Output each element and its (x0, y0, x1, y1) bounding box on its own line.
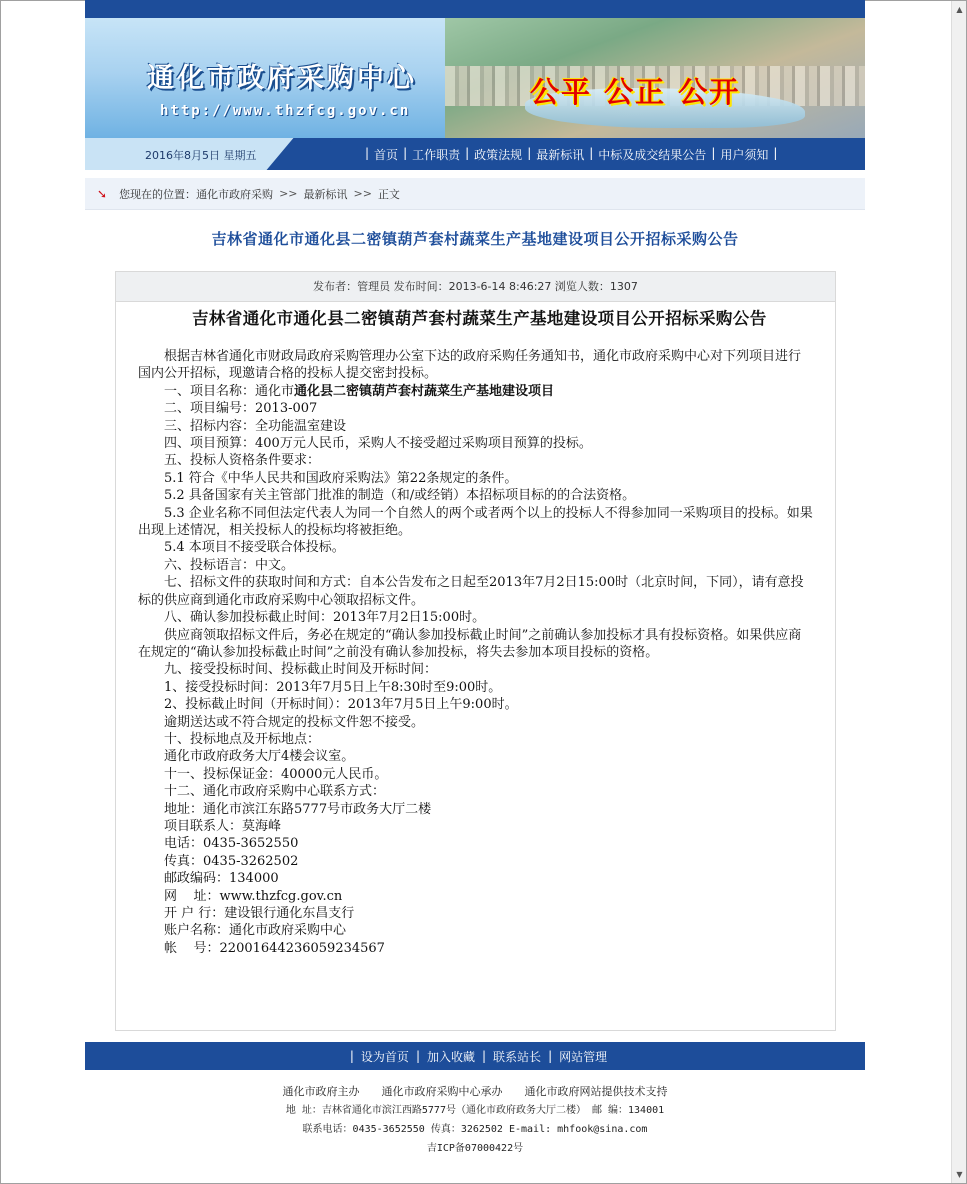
document-body (138, 348, 813, 957)
item-2: 二、项目编号：2013-007 (164, 401, 318, 417)
item-5-2: 5.2 具备国家有关主管部门批准的制造（和/或经销）本招标项目标的的合法资格。 (164, 488, 636, 504)
item-7: 七、招标文件的获取时间和方式：自本公告发布之日起至2013年7月2日15:00时（北京时间，下同），请有意投标的供应商到通化市政府采购中心领取招标文件。 (138, 575, 804, 608)
add-favorite-link[interactable]: 加入收藏 (426, 1049, 475, 1064)
intro-paragraph: 根据吉林省通化市财政局政府采购管理办公室下达的政府采购任务通知书，通化市政府采购中心对下列项目进行国内公开招标，现邀请合格的投标人提交密封投标。 (138, 349, 802, 382)
breadcrumb-latest[interactable]: 最新标讯 (303, 187, 348, 201)
contact-address: 地址：通化市滨江东路5777号市政务大厅二楼 (164, 801, 432, 817)
footer-address: 地 址：吉林省通化市滨江西路5777号（通化市政府政务大厅二楼） 邮 编：134001 (285, 1105, 665, 1116)
breadcrumb-current: 正文 (377, 187, 400, 201)
contact-fax: 传真：0435-3262502 (164, 853, 299, 869)
scroll-down-arrow-icon[interactable]: ▼ (956, 1170, 963, 1179)
contact-bank: 开 户 行：建设银行通化东昌支行 (164, 906, 355, 921)
site-url: http://www.thzfcg.gov.cn (160, 103, 411, 119)
item-11: 十一、投标保证金：40000元人民币。 (164, 766, 388, 782)
item-3: 三、招标内容：全功能温室建设 (164, 418, 347, 434)
document-title: 吉林省通化市通化县二密镇葫芦套村蔬菜生产基地建设项目公开招标采购公告 (192, 309, 767, 328)
breadcrumb-prefix: 您现在的位置： (119, 187, 197, 201)
contact-website: 网 址：www.thzfcg.gov.cn (164, 888, 343, 904)
nav-results[interactable]: 中标及成交结果公告 (598, 148, 707, 162)
footer-contact: 联系电话：0435-3652550 传真：3262502 E-mail: mhfook@sina.com (302, 1124, 648, 1135)
contact-person: 项目联系人：莫海峰 (164, 818, 282, 834)
vertical-scrollbar[interactable] (951, 1, 966, 1183)
item-5: 五、投标人资格条件要求： (164, 453, 321, 469)
top-strip (85, 0, 865, 18)
item-9-2: 2、投标截止时间（开标时间）：2013年7月5日上午9:00时。 (164, 697, 518, 713)
nav-home[interactable]: 首页 (374, 148, 399, 162)
slogan: 公平 公正 公开 (530, 75, 741, 109)
contact-account-no: 帐 号：22001644236059234567 (164, 940, 385, 956)
item-10: 十、投标地点及开标地点： (164, 731, 321, 747)
item-12: 十二、通化市政府采购中心联系方式： (164, 784, 386, 800)
article-box (115, 271, 836, 1031)
contact-postcode: 邮政编码：134000 (164, 871, 279, 887)
nav-user-guide[interactable]: 用户须知 (720, 148, 769, 162)
scroll-up-arrow-icon[interactable]: ▲ (956, 5, 963, 14)
breadcrumb-home[interactable]: 通化市政府采购 (196, 187, 274, 201)
item-8-note: 供应商领取招标文件后，务必在规定的“确认参加投标截止时间”之前确认参加投标才具有投标资格。如果供应商在规定的“确认参加投标截止时间”之前没有确认参加投标，将失去参加本项目投标的资格。 (138, 627, 802, 660)
footer-credits: 通化市政府主办 通化市政府采购中心承办 通化市政府网站提供技术支持 (282, 1085, 668, 1098)
item-9-1: 1、接受投标时间：2013年7月5日上午8:30时至9:00时。 (164, 679, 502, 695)
site-admin-link[interactable]: 网站管理 (559, 1049, 608, 1064)
contact-account-name: 账户名称：通化市政府采购中心 (164, 923, 347, 939)
site-title: 通化市政府采购中心 (147, 63, 417, 94)
item-1: 一、项目名称：通化市通化县二密镇葫芦套村蔬菜生产基地建设项目 (164, 383, 555, 399)
item-5-4: 5.4 本项目不接受联合体投标。 (164, 540, 345, 556)
footer-links-bar: | 设为首页 | 加入收藏 | 联系站长 | 网站管理 (85, 1042, 865, 1070)
item-9-note: 逾期送达或不符合规定的投标文件恕不接受。 (164, 714, 425, 730)
item-8: 八、确认参加投标截止时间：2013年7月2日15:00时。 (164, 610, 486, 626)
item-5-1: 5.1 符合《中华人民共和国政府采购法》第22条规定的条件。 (164, 470, 518, 486)
set-homepage-link[interactable]: 设为首页 (360, 1049, 409, 1064)
item-4: 四、项目预算：400万元人民币，采购人不接受超过采购项目预算的投标。 (164, 436, 592, 452)
current-date: 2016年8月5日 星期五 (145, 149, 257, 162)
item-10-place: 通化市政府政务大厅4楼会议室。 (164, 749, 355, 765)
contact-admin-link[interactable]: 联系站长 (493, 1049, 542, 1064)
nav-duties[interactable]: 工作职责 (412, 148, 461, 162)
nav-regulations[interactable]: 政策法规 (474, 148, 523, 162)
item-6: 六、投标语言：中文。 (164, 557, 295, 573)
main-navbar (85, 138, 865, 170)
footer-info (85, 1082, 865, 1158)
page-title: 吉林省通化市通化县二密镇葫芦套村蔬菜生产基地建设项目公开招标采购公告 (211, 230, 739, 248)
item-5-3: 5.3 企业名称不同但法定代表人为同一个自然人的两个或者两个以上的投标人不得参加同一采购项目的投标。如果出现上述情况，相关投标人的投标均将被拒绝。 (138, 505, 813, 539)
contact-phone: 电话：0435-3652550 (164, 836, 299, 852)
nav-links: | 首页 | 工作职责 | 政策法规 | 最新标讯 | 中标及成交结果公告 | 用户须知 | (365, 146, 778, 162)
arrow-icon: ➘ (97, 186, 108, 201)
header-banner (85, 18, 865, 138)
nav-latest-bids[interactable]: 最新标讯 (536, 148, 585, 162)
item-9: 九、接受投标时间、投标截止时间及开标时间： (164, 662, 438, 678)
footer-icp: 吉ICP备07000422号 (426, 1143, 524, 1154)
breadcrumb: ➘ 您现在的位置： 通化市政府采购 >> 最新标讯 >> 正文 (85, 178, 865, 210)
page-container (85, 0, 865, 1154)
article-meta: 发布者：管理员 发布时间：2013-6-14 8:46:27 浏览人数：1307 (116, 272, 835, 302)
